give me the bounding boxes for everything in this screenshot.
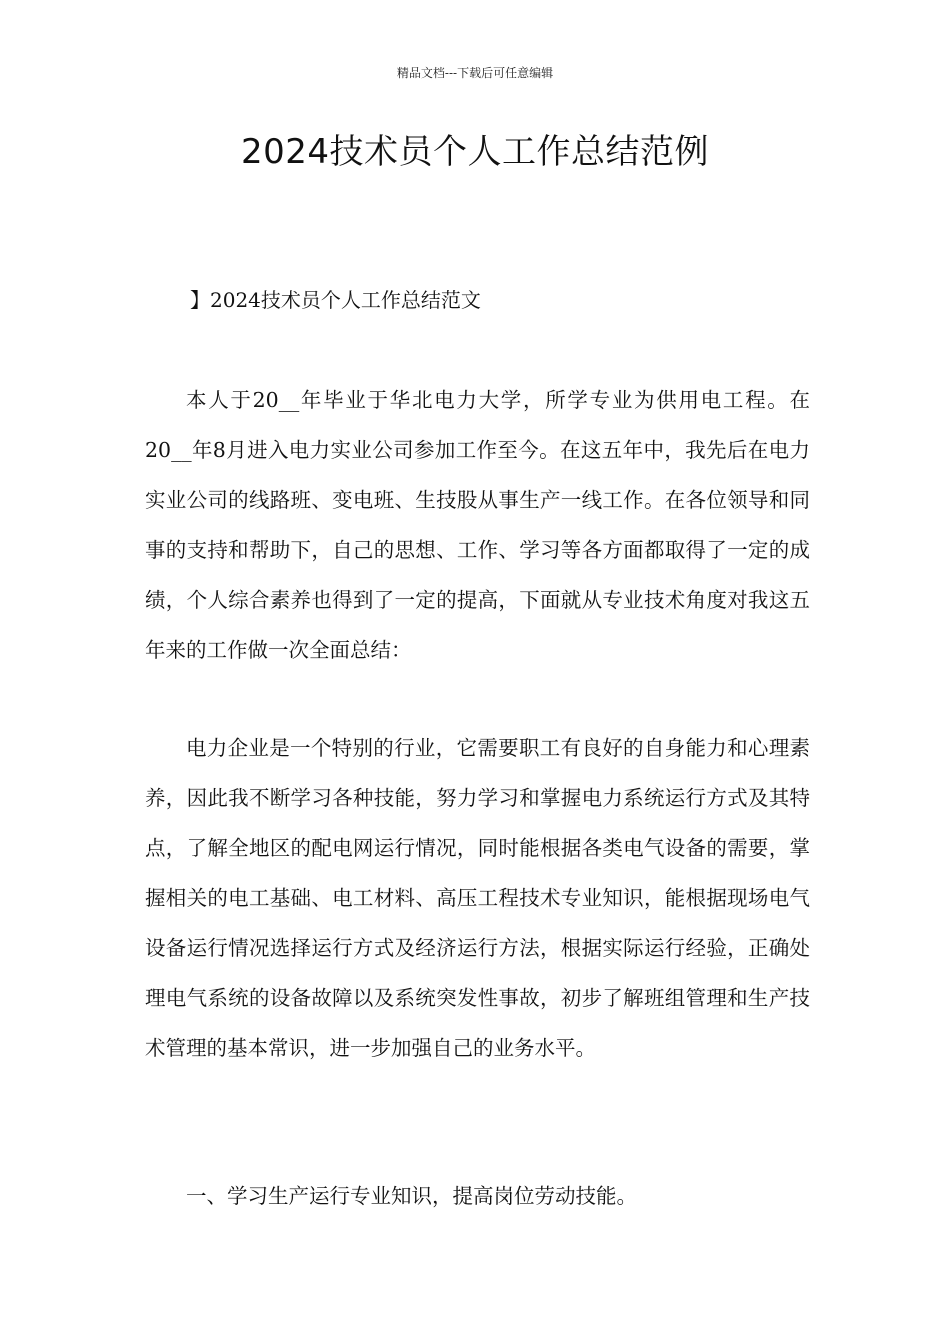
header-note: 精品文档---下载后可任意编辑 bbox=[396, 66, 554, 80]
paragraph-intro: 本人于20__年毕业于华北电力大学，所学专业为供用电工程。在20__年8月进入电力实业公司参加工作至今。在这五年中，我先后在电力实业公司的线路班、变电班、生技股从事生产一线工作。在各位领导和同事的支持和帮助下，自己的思想、工作、学习等各方面都取得了一定的成绩，个人综合素养也得到了一定的提高，下面就从专业技术角度对我这五年来的工作做一次全面总结： bbox=[145, 388, 810, 662]
section-heading-1: 一、学习生产运行专业知识，提高岗位劳动技能。 bbox=[186, 1184, 637, 1208]
paragraph-industry: 电力企业是一个特别的行业，它需要职工有良好的自身能力和心理素养，因此我不断学习各种技能，努力学习和掌握电力系统运行方式及其特点，了解全地区的配电网运行情况，同时能根据各类电气设备的需要，掌握相关的电工基础、电工材料、高压工程技术专业知识，能根据现场电气设备运行情况选择运行方式及经济运行方法，根据实际运行经验，正确处理电气系统的设备故障以及系统突发性事故，初步了解班组管理和生产技术管理的基本常识，进一步加强自己的业务水平。 bbox=[145, 736, 810, 1060]
document-title: 2024技术员个人工作总结范例 bbox=[240, 132, 710, 172]
document-subtitle: 】2024技术员个人工作总结范文 bbox=[190, 288, 481, 312]
